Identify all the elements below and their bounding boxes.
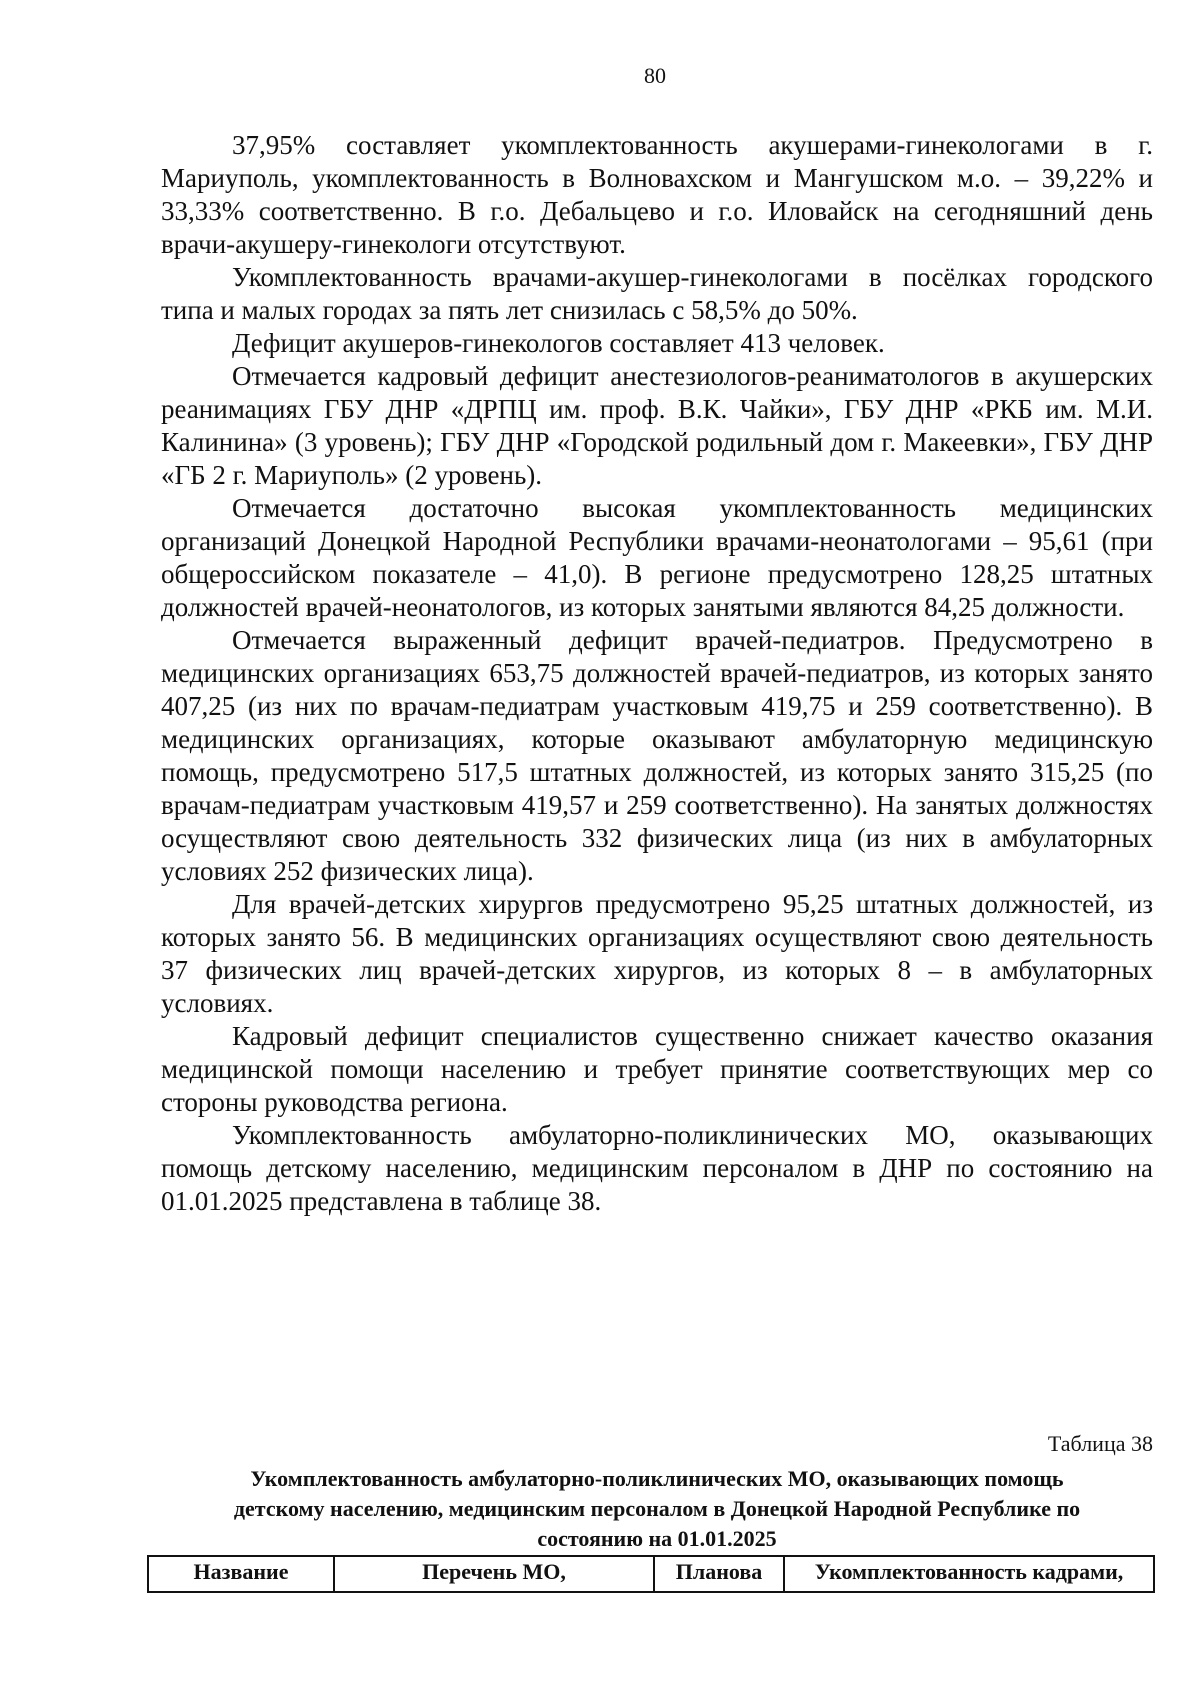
body-text	[161, 129, 1153, 1218]
column-header-name: Название	[148, 1556, 334, 1592]
paragraph-anesthesiologists-deficit: Отмечается кадровый дефицит анестезиологов-реаниматологов в акушерских реанимациях ГБУ ДНР «ДРПЦ им. проф. В.К. Чайки», ГБУ ДНР «РКБ им. М.И. Калинина» (3 уровень); ГБУ ДНР «Городской родильный дом г. Макеевки», ГБУ ДНР «ГБ 2 г. Мариуполь» (2 уровень).	[161, 361, 1153, 490]
paragraph-obgyn-staffing: 37,95% составляет укомплектованность акушерами-гинекологами в г. Мариуполь, укомплектованность в Волновахском и Мангушском м.о. – 39,22% и 33,33% соответственно. В г.о. Дебальцево и г.о. Иловайск на сегодняшний день врачи-акушеру-гинекологи отсутствуют.	[161, 130, 1153, 259]
table-title-line: состоянию на 01.01.2025	[537, 1526, 777, 1551]
column-header-staffing: Укомплектованность кадрами,	[784, 1556, 1154, 1592]
table-header-row	[148, 1556, 1154, 1592]
paragraph-table-reference: Укомплектованность амбулаторно-поликлинических МО, оказывающих помощь детскому населению, медицинским персоналом в ДНР по состоянию на 01.01.2025 представлена в таблице 38.	[161, 1120, 1153, 1216]
page-number: 80	[644, 63, 666, 88]
paragraph-pediatric-surgeons: Для врачей-детских хирургов предусмотрено 95,25 штатных должностей, из которых занято 56. В медицинских организациях осуществляют свою деятельность 37 физических лиц врачей-детских хирургов, из которых 8 – в амбулаторных условиях.	[161, 889, 1153, 1018]
column-header-mo-list: Перечень МО,	[334, 1556, 654, 1592]
paragraph-neonatologists: Отмечается достаточно высокая укомплектованность медицинских организаций Донецкой Народной Республики врачами-неонатологами – 95,61 (при общероссийском показателе – 41,0). В регионе предусмотрено 128,25 штатных должностей врачей-неонатологов, из которых занятыми являются 84,25 должности.	[161, 493, 1153, 622]
table-title-line: детскому населению, медицинским персоналом в Донецкой Народной Республике по	[233, 1496, 1081, 1521]
table-title	[161, 1464, 1153, 1554]
paragraph-pediatricians: Отмечается выраженный дефицит врачей-педиатров. Предусмотрено в медицинских организациях 653,75 должностей врачей-педиатров, из которых занято 407,25 (из них по врачам-педиатрам участковым 419,75 и 259 соответственно). В медицинских организациях, которые оказывают амбулаторную медицинскую помощь, предусмотрено 517,5 штатных должностей, из которых занято 315,25 (по врачам-педиатрам участковым 419,57 и 259 соответственно). На занятых должностях осуществляют свою деятельность 332 физических лица (из них в амбулаторных условиях 252 физических лица).	[161, 625, 1153, 886]
paragraph-small-towns-staffing: Укомплектованность врачами-акушер-гинекологами в посёлках городского типа и малых городах за пять лет снизилась с 58,5% до 50%.	[161, 262, 1153, 325]
table-title-line: Укомплектованность амбулаторно-поликлинических МО, оказывающих помощь	[250, 1466, 1064, 1491]
paragraph-staff-deficit-impact: Кадровый дефицит специалистов существенно снижает качество оказания медицинской помощи населению и требует принятие соответствующих мер со стороны руководства региона.	[161, 1021, 1153, 1117]
table-caption: Таблица 38	[1047, 1431, 1153, 1456]
paragraph-obgyn-deficit: Дефицит акушеров-гинекологов составляет 413 человек.	[232, 328, 885, 358]
staffing-table	[147, 1555, 1155, 1593]
column-header-planned: Планова	[654, 1556, 784, 1592]
